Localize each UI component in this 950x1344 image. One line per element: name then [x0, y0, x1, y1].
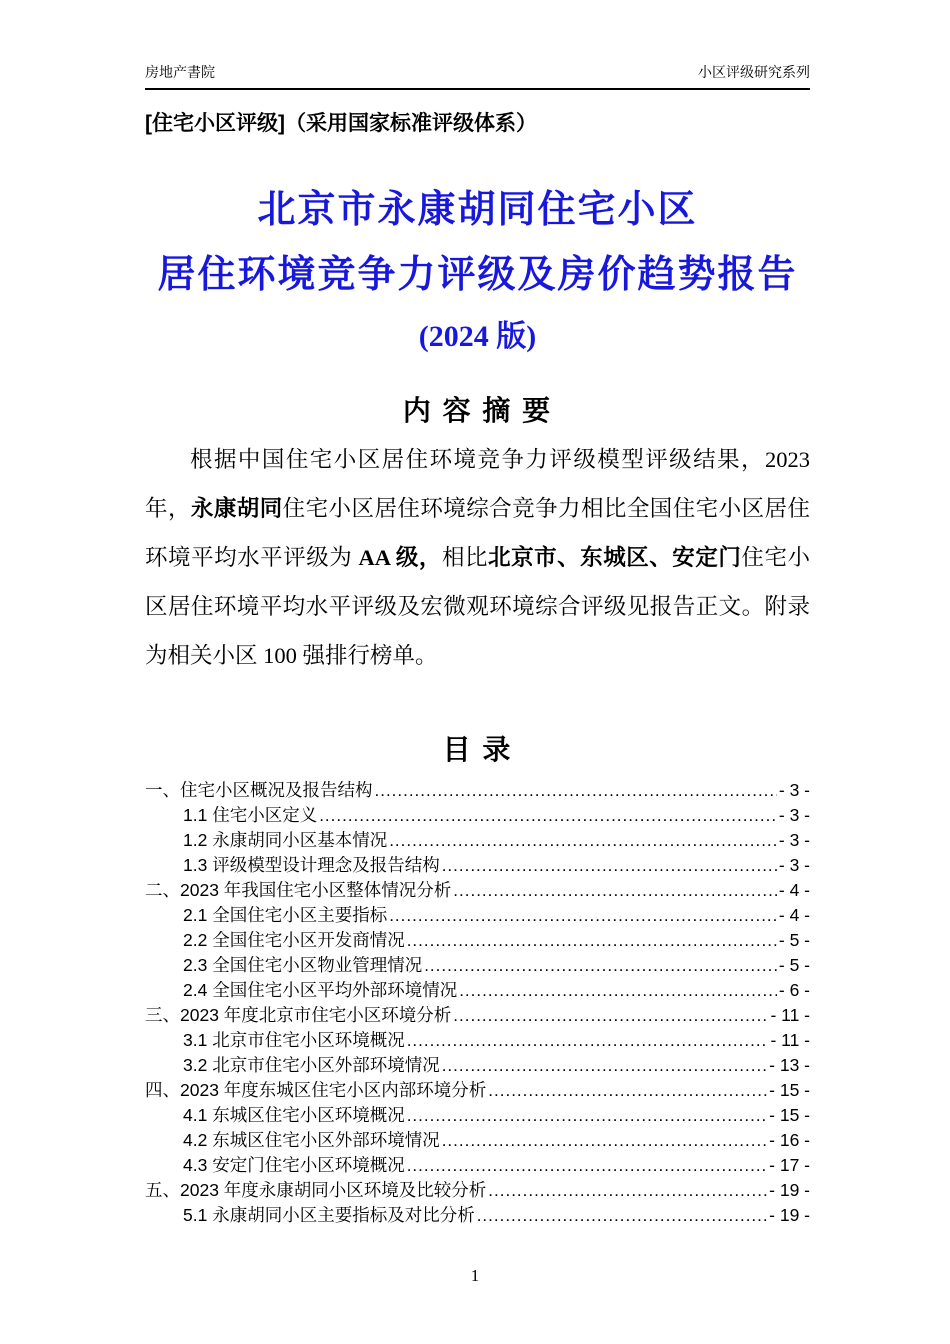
- toc-dot-leader: [477, 1203, 767, 1228]
- toc-heading: 目 录: [442, 734, 513, 765]
- toc-dot-leader: [319, 803, 777, 828]
- toc-entry-label: 4.1 东城区住宅小区环境概况: [183, 1105, 405, 1125]
- toc-entry-page: - 19 -: [769, 1180, 810, 1200]
- toc-dot-leader: [442, 1128, 767, 1153]
- abstract-text-run: 住宅小区居住环境综合竞争力相比全国住宅小区居住环境平均水平评级为: [145, 496, 810, 570]
- report-title-line2: 居住环境竞争力评级及房价趋势报告: [157, 254, 798, 296]
- toc-entry-page: - 11 -: [770, 1005, 810, 1025]
- toc-entry-page: - 3 -: [778, 855, 810, 875]
- toc-entry: [145, 1203, 810, 1228]
- toc-entry-label: 1.1 住宅小区定义: [183, 805, 318, 825]
- header-right-label: 小区评级研究系列: [698, 64, 810, 80]
- toc-entry-label: 4.3 安定门住宅小区环境概况: [183, 1155, 405, 1175]
- toc-entry-page: - 19 -: [769, 1205, 810, 1225]
- toc-dot-leader: [407, 1153, 767, 1178]
- toc-entry: [145, 778, 810, 803]
- toc-entry: [145, 1078, 810, 1103]
- toc-dot-leader: [407, 928, 777, 953]
- toc-entry-label: 三、2023 年度北京市住宅小区环境分析: [145, 1005, 452, 1025]
- toc-entry-page: - 3 -: [778, 780, 810, 800]
- toc-entry-page: - 15 -: [769, 1105, 810, 1125]
- toc-entry-page: - 17 -: [769, 1155, 810, 1175]
- abstract-bold-run: 北京市、东城区、安定门: [488, 545, 742, 570]
- abstract-text-run: 相比: [441, 545, 489, 570]
- toc-entry-page: - 13 -: [769, 1055, 810, 1075]
- toc-entry: [145, 1103, 810, 1128]
- toc-entry-label: 2.1 全国住宅小区主要指标: [183, 905, 388, 925]
- toc-entry: [145, 903, 810, 928]
- toc-entry: [145, 878, 810, 903]
- toc-entry-label: 1.2 永康胡同小区基本情况: [183, 830, 388, 850]
- report-edition: (2024 版): [418, 320, 537, 353]
- toc-entry-page: - 3 -: [778, 830, 810, 850]
- toc-entry-page: - 4 -: [778, 905, 810, 925]
- toc-entry-page: - 6 -: [778, 980, 810, 1000]
- toc-entry: [145, 978, 810, 1003]
- toc-entry-label: 4.2 东城区住宅小区外部环境情况: [183, 1130, 440, 1150]
- toc-dot-leader: [389, 903, 777, 928]
- toc-list: [145, 778, 810, 1228]
- toc-entry-label: 二、2023 年我国住宅小区整体情况分析: [145, 880, 452, 900]
- abstract-heading: 内 容 摘 要: [402, 395, 553, 426]
- running-header: [145, 62, 810, 90]
- toc-dot-leader: [442, 853, 777, 878]
- toc-entry: [145, 1178, 810, 1203]
- toc-entry-page: - 15 -: [769, 1080, 810, 1100]
- toc-entry-label: 2.3 全国住宅小区物业管理情况: [183, 955, 423, 975]
- abstract-text-run: 根据中国住宅小区居住环境竞争力评级模型评级结果，2023 年，: [145, 447, 810, 521]
- toc-entry: [145, 928, 810, 953]
- toc-dot-leader: [442, 1053, 767, 1078]
- toc-entry: [145, 1153, 810, 1178]
- toc-entry: [145, 953, 810, 978]
- toc-entry-label: 2.2 全国住宅小区开发商情况: [183, 930, 405, 950]
- toc-entry: [145, 1028, 810, 1053]
- toc-entry-page: - 5 -: [778, 955, 810, 975]
- toc-dot-leader: [488, 1078, 767, 1103]
- toc-dot-leader: [375, 778, 777, 803]
- toc-entry-page: - 4 -: [778, 880, 810, 900]
- toc-dot-leader: [407, 1028, 769, 1053]
- toc-entry-page: - 16 -: [769, 1130, 810, 1150]
- toc-entry-label: 3.2 北京市住宅小区外部环境情况: [183, 1055, 440, 1075]
- toc-entry-label: 五、2023 年度永康胡同小区环境及比较分析: [145, 1180, 487, 1200]
- header-left-label: 房地产書院: [145, 64, 215, 80]
- toc-dot-leader: [459, 978, 777, 1003]
- toc-entry: [145, 803, 810, 828]
- abstract-paragraph: [145, 435, 810, 680]
- abstract-bold-run: AA 级，: [358, 545, 442, 570]
- abstract-text-run: 住宅小区居住环境平均水平评级及宏微观环境综合评级见报告正文。附录为相关小区 100 强排行榜单。: [145, 545, 810, 668]
- toc-entry-label: 一、住宅小区概况及报告结构: [145, 780, 373, 800]
- toc-dot-leader: [424, 953, 777, 978]
- toc-entry-label: 3.1 北京市住宅小区环境概况: [183, 1030, 405, 1050]
- toc-entry-label: 5.1 永康胡同小区主要指标及对比分析: [183, 1205, 475, 1225]
- report-type-line: [住宅小区评级]（采用国家标准评级体系）: [145, 112, 537, 135]
- toc-dot-leader: [453, 1003, 768, 1028]
- toc-entry: [145, 828, 810, 853]
- abstract-bold-run: 永康胡同: [190, 496, 283, 521]
- page-number: 1: [470, 1266, 480, 1285]
- toc-dot-leader: [389, 828, 777, 853]
- toc-dot-leader: [488, 1178, 767, 1203]
- toc-entry-page: - 3 -: [778, 805, 810, 825]
- toc-dot-leader: [453, 878, 777, 903]
- toc-entry: [145, 853, 810, 878]
- report-title-line1: 北京市永康胡同住宅小区: [257, 189, 698, 231]
- toc-entry-label: 四、2023 年度东城区住宅小区内部环境分析: [145, 1080, 487, 1100]
- toc-entry: [145, 1128, 810, 1153]
- toc-entry-page: - 5 -: [778, 930, 810, 950]
- toc-entry-page: - 11 -: [770, 1030, 810, 1050]
- toc-entry: [145, 1053, 810, 1078]
- toc-entry-label: 1.3 评级模型设计理念及报告结构: [183, 855, 440, 875]
- toc-dot-leader: [407, 1103, 767, 1128]
- toc-entry-label: 2.4 全国住宅小区平均外部环境情况: [183, 980, 458, 1000]
- toc-entry: [145, 1003, 810, 1028]
